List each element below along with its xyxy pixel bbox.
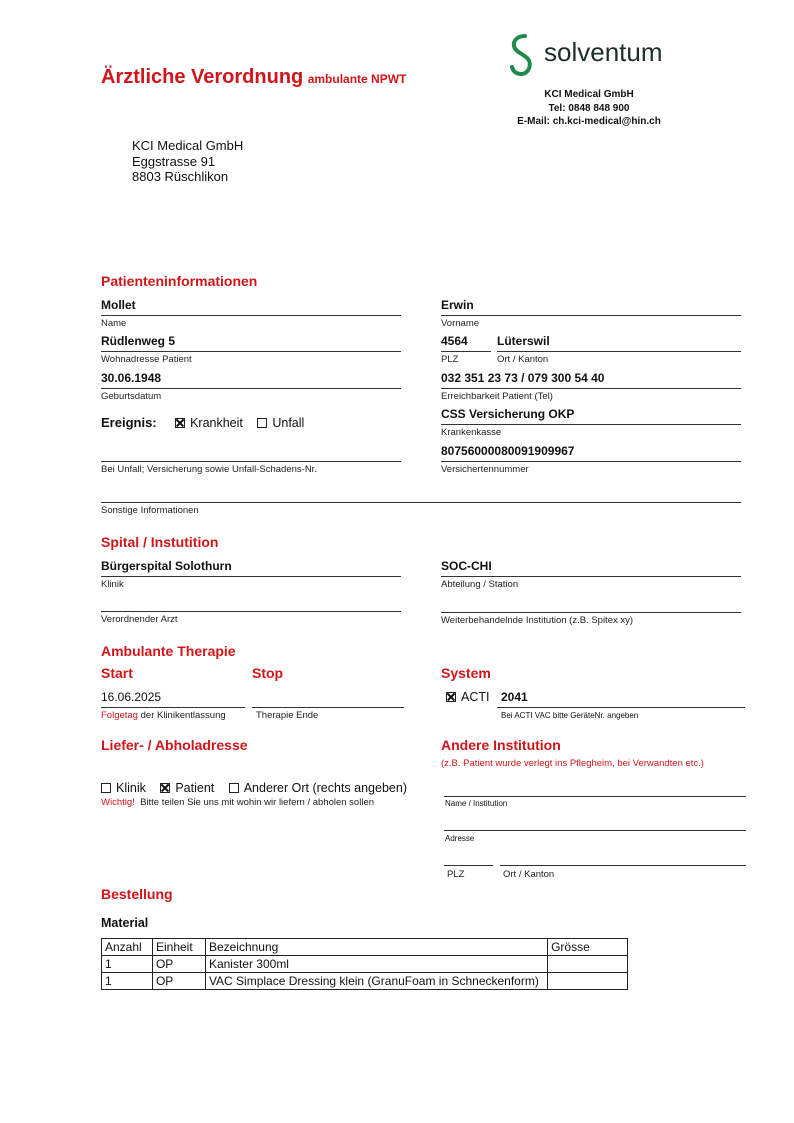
system-option-acti[interactable] [446,690,489,704]
section-other-institution: Andere Institution [441,737,561,753]
delivery-option-klinik[interactable] [101,781,146,795]
section-hospital: Spital / Instutition [101,534,219,550]
insurance-number-label: Versichertennummer [441,464,529,475]
start-sub-label [101,710,226,721]
clinic-value[interactable]: Bürgerspital Solothurn [101,559,232,573]
followup-label: Weiterbehandelnde Institution (z.B. Spitex xy) [441,615,634,626]
institution-address-label: Adresse [445,834,475,843]
divider [444,865,493,866]
patient-ort-label: Ort / Kanton [497,354,549,365]
doctor-label: Verordnender Arzt [101,614,178,625]
divider [441,351,491,352]
checkbox-checked[interactable] [160,783,170,793]
divider [101,611,401,612]
institution-name-label: Name / Institution [445,799,508,808]
table-row [102,973,628,990]
cell-anzahl[interactable]: 1 [102,973,153,990]
table-row [102,956,628,973]
patient-phone-label: Erreichbarkeit Patient (Tel) [441,391,553,402]
event-label: Ereignis: [101,415,157,430]
company-email: E-Mail: ch.kci-medical@hin.ch [517,116,661,127]
other-institution-hint: (z.B. Patient wurde verlegt ins Pflegheim, bei Verwandten etc.) [441,758,704,769]
insurer-value[interactable]: CSS Versicherung OKP [441,407,575,421]
event-option-unfall[interactable] [257,416,304,430]
column-header: Einheit [152,939,205,956]
patient-plz-label: PLZ [441,354,459,365]
event-option-krankheit[interactable] [175,416,243,430]
stop-sub-label: Therapie Ende [256,710,319,721]
delivery-options [101,779,407,797]
cell-einheit[interactable]: OP [152,973,205,990]
delivery-option-patient[interactable] [160,781,214,795]
section-order: Bestellung [101,886,173,902]
cell-einheit[interactable]: OP [152,956,205,973]
divider [101,351,401,352]
delivery-option-label: Klinik [116,781,146,795]
patient-vorname-value[interactable]: Erwin [441,298,474,312]
page-title [101,66,406,89]
start-date-value[interactable]: 16.06.2025 [101,690,162,704]
department-label: Abteilung / Station [441,579,519,590]
system-label: System [441,665,491,681]
cell-anzahl[interactable]: 1 [102,956,153,973]
divider [441,461,741,462]
checkbox-unchecked[interactable] [229,783,239,793]
divider [497,707,745,708]
cell-groesse[interactable] [548,956,628,973]
system-option-label: ACTI [461,690,490,704]
solventum-logo-icon [508,32,538,80]
checkbox-unchecked[interactable] [257,418,267,428]
start-sub-text: der Klinikentlassung [140,710,226,721]
company-name: KCI Medical GmbH [544,89,634,100]
patient-vorname-label: Vorname [441,318,480,329]
column-header: Bezeichnung [205,939,547,956]
patient-phone-value[interactable]: 032 351 23 73 / 079 300 54 40 [441,371,605,385]
event-row [101,414,304,432]
checkbox-checked[interactable] [446,692,456,702]
patient-birthdate-label: Geburtsdatum [101,391,162,402]
title: Ärztliche Verordnung [101,66,304,88]
divider [252,707,404,708]
stop-label: Stop [252,665,284,681]
patient-address-label: Wohnadresse Patient [101,354,192,365]
section-patient: Patienteninformationen [101,273,258,289]
other-info-label: Sonstige Informationen [101,505,199,516]
section-therapy: Ambulante Therapie [101,643,236,659]
divider [500,865,746,866]
company-tel: Tel: 0848 848 900 [548,102,630,114]
divider [101,461,401,462]
patient-plz-value[interactable]: 4564 [441,334,468,348]
divider [444,830,746,831]
department-value[interactable]: SOC-CHI [441,559,492,573]
delivery-option-label: Patient [175,781,215,795]
patient-address-value[interactable]: Rüdlenweg 5 [101,334,176,348]
divider [441,612,741,613]
divider [101,315,401,316]
recipient-address [132,138,243,185]
address-line3: 8803 Rüschlikon [132,169,229,184]
column-header: Anzahl [102,939,153,956]
divider [444,796,746,797]
material-table [101,938,628,990]
divider [101,388,401,389]
system-number-value[interactable]: 2041 [501,690,528,704]
institution-ort-label: Ort / Kanton [503,869,555,880]
patient-ort-value[interactable]: Lüterswil [497,334,550,348]
logo-text: solventum [544,37,663,67]
delivery-option-other[interactable] [229,781,407,795]
patient-name-value[interactable]: Mollet [101,298,136,312]
address-line2: Eggstrasse 91 [132,153,216,169]
table-header-row [102,939,628,956]
company-contact [500,88,678,129]
cell-bezeichnung[interactable]: VAC Simplace Dressing klein (GranuFoam in Schneckenform) [205,973,547,990]
event-option-label: Unfall [272,416,305,430]
warning-red: Wichtig! [101,797,135,808]
warning-text: Bitte teilen Sie uns mit wohin wir liefern / abholen sollen [140,797,375,808]
patient-name-label: Name [101,318,127,329]
start-sub-red: Folgetag [101,710,138,721]
event-option-label: Krankheit [190,416,243,430]
delivery-warning [101,797,374,808]
section-delivery: Liefer- / Abholadresse [101,737,248,753]
insurer-label: Krankenkasse [441,427,502,438]
divider [101,707,245,708]
delivery-option-label: Anderer Ort (rechts angeben) [243,781,407,795]
divider [441,315,741,316]
divider [441,424,741,425]
divider [441,388,741,389]
clinic-label: Klinik [101,579,124,590]
start-label: Start [101,665,133,681]
divider [101,576,401,577]
address-line1: KCI Medical GmbH [132,138,244,153]
insurance-number-value[interactable]: 80756000080091909967 [441,444,575,458]
checkbox-unchecked[interactable] [101,783,111,793]
system-hint: Bei ACTI VAC bitte GeräteNr. angeben [501,711,639,720]
patient-birthdate-value[interactable]: 30.06.1948 [101,371,162,385]
subtitle: ambulante NPWT [307,72,407,86]
cell-bezeichnung[interactable]: Kanister 300ml [205,956,547,973]
checkbox-checked[interactable] [175,418,185,428]
institution-plz-label: PLZ [447,869,465,880]
divider [101,502,741,503]
column-header: Grösse [548,939,628,956]
divider [497,351,741,352]
unfall-insurance-label: Bei Unfall; Versicherung sowie Unfall-Schadens-Nr. [101,464,317,475]
divider [441,576,741,577]
material-label: Material [101,916,149,930]
cell-groesse[interactable] [548,973,628,990]
